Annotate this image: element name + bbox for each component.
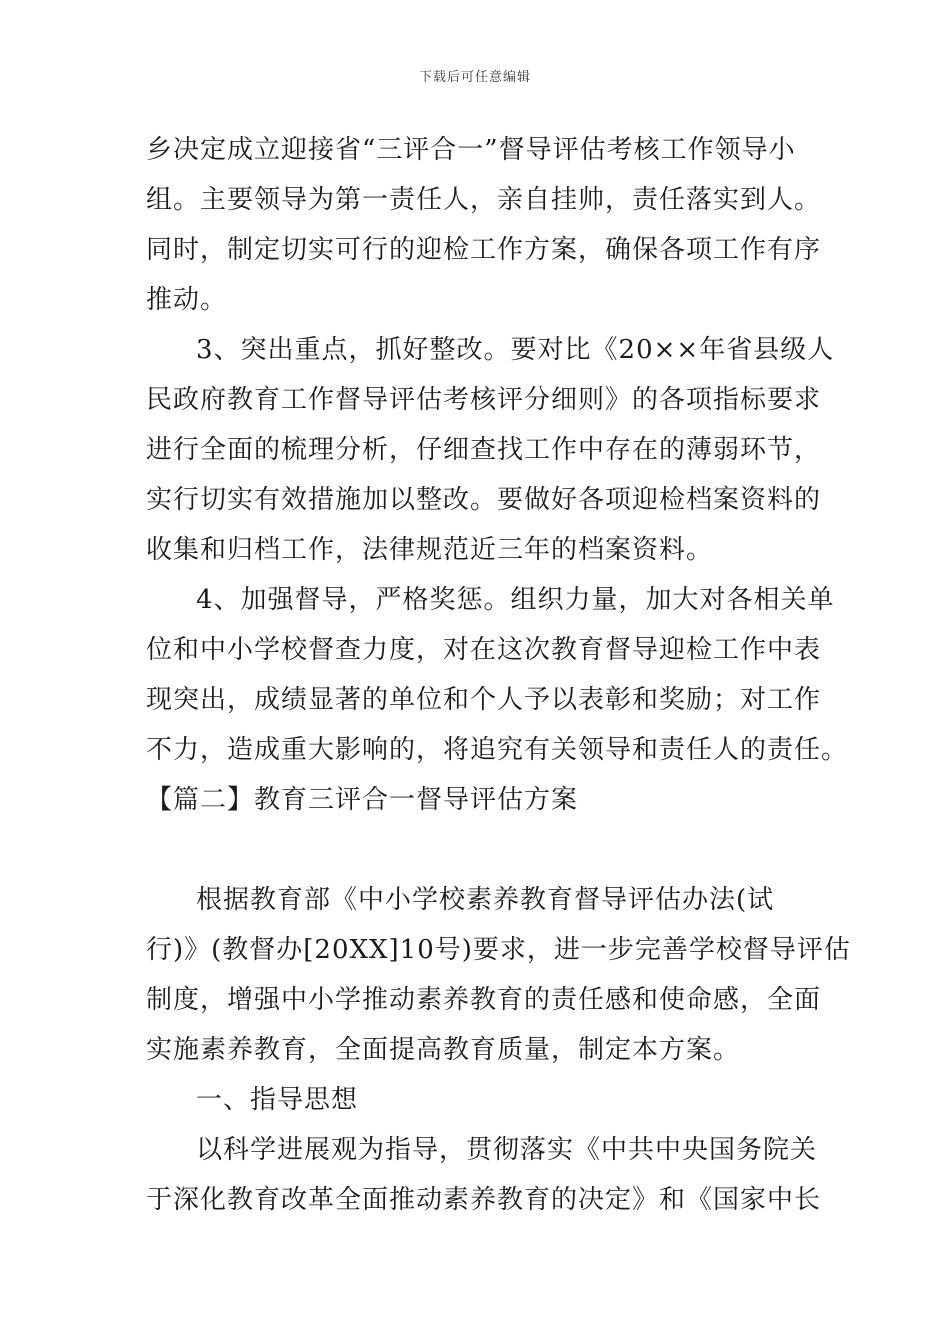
body-line: 推动。 [146,285,228,315]
body-line: 于深化教育改革全面推动素养教育的决定》和《国家中长 [146,1185,822,1215]
body-line: 3、突出重点，抓好整改。要对比《20××年省县级人 [196,335,835,365]
body-line: 组。主要领导为第一责任人，亲自挂帅，责任落实到人。 [146,185,822,215]
body-line: 进行全面的梳理分析，仔细查找工作中存在的薄弱环节， [146,435,822,465]
body-line: 现突出，成绩显著的单位和个人予以表彰和奖励；对工作 [146,685,822,715]
body-line: 民政府教育工作督导评估考核评分细则》的各项指标要求 [146,385,822,415]
body-line: 实行切实有效措施加以整改。要做好各项迎检档案资料的 [146,485,822,515]
body-line: 实施素养教育，全面提高教育质量，制定本方案。 [146,1035,741,1065]
section-title: 【篇二】教育三评合一督导评估方案 [146,785,579,815]
body-line: 制度，增强中小学推动素养教育的责任感和使命感，全面 [146,985,822,1015]
body-line: 4、加强督导，严格奖惩。组织力量，加大对各相关单 [196,585,835,615]
body-line: 不力，造成重大影响的，将追究有关领导和责任人的责任。 [146,735,849,765]
subheading: 一、指导思想 [196,1085,359,1115]
body-line: 以科学进展观为指导，贯彻落实《中共中央国务院关 [196,1135,818,1165]
page-header: 下载后可任意编辑 [418,70,531,85]
body-line: 位和中小学校督查力度，对在这次教育督导迎检工作中表 [146,635,822,665]
body-line: 乡决定成立迎接省“三评合一”督导评估考核工作领导小 [146,135,796,165]
body-line: 收集和归档工作，法律规范近三年的档案资料。 [146,535,714,565]
body-line: 同时，制定切实可行的迎检工作方案，确保各项工作有序 [146,235,822,265]
body-line: 行)》(教督办[20XX]10号)要求，进一步完善学校督导评估 [146,935,851,965]
body-line: 根据教育部《中小学校素养教育督导评估办法(试 [196,885,775,915]
